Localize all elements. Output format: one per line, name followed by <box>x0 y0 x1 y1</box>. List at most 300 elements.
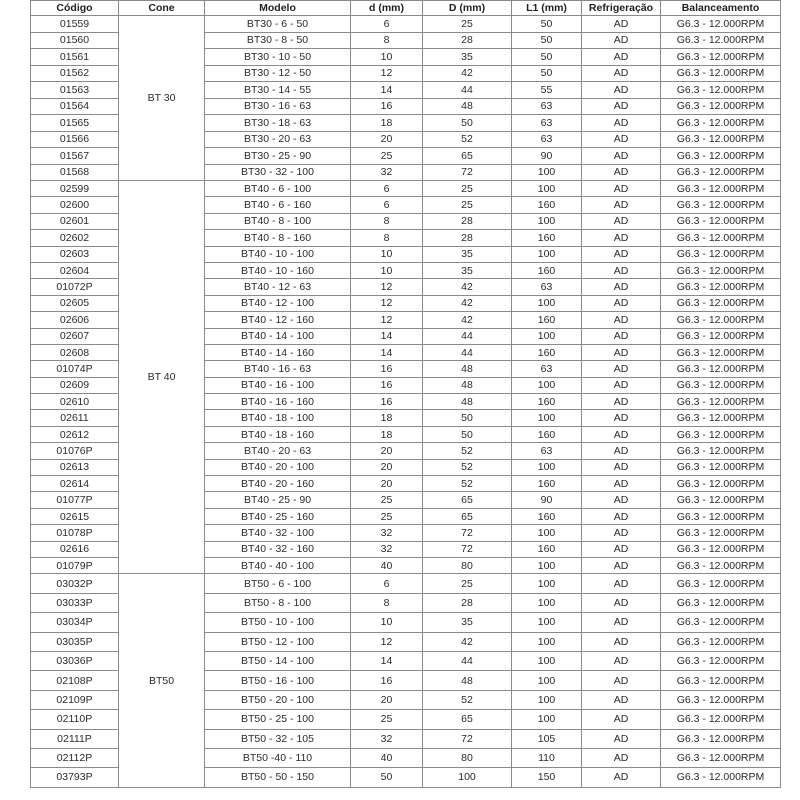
modelo-cell: BT40 - 16 - 63 <box>205 361 351 377</box>
d-cell: 12 <box>351 632 423 651</box>
d-cell: 18 <box>351 426 423 442</box>
modelo-cell: BT40 - 25 - 160 <box>205 508 351 524</box>
balanceamento-cell: G6.3 - 12.000RPM <box>661 632 781 651</box>
d-cell: 6 <box>351 574 423 593</box>
balanceamento-cell: G6.3 - 12.000RPM <box>661 213 781 229</box>
l1-cell: 50 <box>512 65 582 82</box>
l1-cell: 50 <box>512 49 582 66</box>
modelo-cell: BT40 - 6 - 160 <box>205 197 351 213</box>
balanceamento-cell: G6.3 - 12.000RPM <box>661 361 781 377</box>
big-d-cell: 50 <box>423 115 512 132</box>
modelo-cell: BT40 - 16 - 160 <box>205 394 351 410</box>
codigo-cell: 01562 <box>31 65 119 82</box>
l1-cell: 150 <box>512 768 582 787</box>
modelo-cell: BT30 - 6 - 50 <box>205 16 351 33</box>
codigo-cell: 02614 <box>31 476 119 492</box>
refrigeracao-cell: AD <box>582 492 661 508</box>
d-cell: 8 <box>351 593 423 612</box>
d-cell: 10 <box>351 262 423 278</box>
l1-cell: 110 <box>512 748 582 767</box>
modelo-cell: BT40 - 14 - 100 <box>205 328 351 344</box>
header-row <box>31 1 781 16</box>
codigo-cell: 02112P <box>31 748 119 767</box>
balanceamento-cell: G6.3 - 12.000RPM <box>661 377 781 393</box>
l1-cell: 55 <box>512 82 582 99</box>
balanceamento-cell: G6.3 - 12.000RPM <box>661 164 781 181</box>
refrigeracao-cell: AD <box>582 613 661 632</box>
balanceamento-cell: G6.3 - 12.000RPM <box>661 443 781 459</box>
big-d-cell: 42 <box>423 65 512 82</box>
balanceamento-cell: G6.3 - 12.000RPM <box>661 476 781 492</box>
modelo-cell: BT50 - 12 - 100 <box>205 632 351 651</box>
modelo-cell: BT40 - 6 - 100 <box>205 181 351 197</box>
codigo-cell: 02609 <box>31 377 119 393</box>
l1-cell: 160 <box>512 541 582 557</box>
codigo-cell: 01563 <box>31 82 119 99</box>
codigo-cell: 01564 <box>31 98 119 115</box>
big-d-cell: 65 <box>423 508 512 524</box>
big-d-cell: 65 <box>423 148 512 165</box>
modelo-cell: BT30 - 14 - 55 <box>205 82 351 99</box>
modelo-cell: BT30 - 32 - 100 <box>205 164 351 181</box>
d-cell: 12 <box>351 279 423 295</box>
d-cell: 12 <box>351 312 423 328</box>
d-cell: 32 <box>351 729 423 748</box>
d-cell: 14 <box>351 328 423 344</box>
balanceamento-cell: G6.3 - 12.000RPM <box>661 768 781 787</box>
d-cell: 25 <box>351 710 423 729</box>
big-d-cell: 52 <box>423 131 512 148</box>
modelo-cell: BT40 - 12 - 160 <box>205 312 351 328</box>
big-d-cell: 28 <box>423 32 512 49</box>
big-d-cell: 72 <box>423 729 512 748</box>
modelo-cell: BT50 - 25 - 100 <box>205 710 351 729</box>
big-d-cell: 28 <box>423 230 512 246</box>
codigo-cell: 01561 <box>31 49 119 66</box>
balanceamento-cell: G6.3 - 12.000RPM <box>661 541 781 557</box>
big-d-cell: 35 <box>423 613 512 632</box>
modelo-cell: BT30 - 8 - 50 <box>205 32 351 49</box>
modelo-cell: BT50 - 20 - 100 <box>205 690 351 709</box>
codigo-cell: 01560 <box>31 32 119 49</box>
balanceamento-cell: G6.3 - 12.000RPM <box>661 710 781 729</box>
l1-cell: 100 <box>512 651 582 670</box>
d-cell: 6 <box>351 181 423 197</box>
big-d-cell: 80 <box>423 557 512 573</box>
d-cell: 40 <box>351 748 423 767</box>
balanceamento-cell: G6.3 - 12.000RPM <box>661 426 781 442</box>
big-d-cell: 42 <box>423 632 512 651</box>
balanceamento-cell: G6.3 - 12.000RPM <box>661 613 781 632</box>
big-d-cell: 65 <box>423 710 512 729</box>
refrigeracao-cell: AD <box>582 443 661 459</box>
big-d-cell: 44 <box>423 328 512 344</box>
l1-cell: 100 <box>512 632 582 651</box>
d-cell: 18 <box>351 410 423 426</box>
l1-cell: 100 <box>512 525 582 541</box>
codigo-cell: 01077P <box>31 492 119 508</box>
refrigeracao-cell: AD <box>582 525 661 541</box>
balanceamento-cell: G6.3 - 12.000RPM <box>661 394 781 410</box>
d-cell: 16 <box>351 98 423 115</box>
l1-cell: 100 <box>512 710 582 729</box>
balanceamento-cell: G6.3 - 12.000RPM <box>661 344 781 360</box>
l1-cell: 50 <box>512 32 582 49</box>
header-refrigeracao: Refrigeração <box>582 1 661 16</box>
l1-cell: 63 <box>512 115 582 132</box>
modelo-cell: BT50 - 8 - 100 <box>205 593 351 612</box>
l1-cell: 160 <box>512 197 582 213</box>
codigo-cell: 03034P <box>31 613 119 632</box>
l1-cell: 160 <box>512 476 582 492</box>
codigo-cell: 02610 <box>31 394 119 410</box>
codigo-cell: 02599 <box>31 181 119 197</box>
l1-cell: 100 <box>512 557 582 573</box>
big-d-cell: 48 <box>423 394 512 410</box>
balanceamento-cell: G6.3 - 12.000RPM <box>661 651 781 670</box>
d-cell: 50 <box>351 768 423 787</box>
refrigeracao-cell: AD <box>582 82 661 99</box>
codigo-cell: 01072P <box>31 279 119 295</box>
modelo-cell: BT40 - 20 - 63 <box>205 443 351 459</box>
refrigeracao-cell: AD <box>582 632 661 651</box>
l1-cell: 50 <box>512 16 582 33</box>
codigo-cell: 02600 <box>31 197 119 213</box>
header-l1-mm: L1 (mm) <box>512 1 582 16</box>
modelo-cell: BT40 - 18 - 100 <box>205 410 351 426</box>
d-cell: 32 <box>351 164 423 181</box>
modelo-cell: BT40 - 8 - 160 <box>205 230 351 246</box>
balanceamento-cell: G6.3 - 12.000RPM <box>661 181 781 197</box>
l1-cell: 100 <box>512 410 582 426</box>
product-table <box>30 0 781 788</box>
modelo-cell: BT50 - 14 - 100 <box>205 651 351 670</box>
d-cell: 25 <box>351 508 423 524</box>
big-d-cell: 65 <box>423 492 512 508</box>
big-d-cell: 35 <box>423 262 512 278</box>
codigo-cell: 02616 <box>31 541 119 557</box>
d-cell: 40 <box>351 557 423 573</box>
modelo-cell: BT50 - 50 - 150 <box>205 768 351 787</box>
l1-cell: 100 <box>512 671 582 690</box>
big-d-cell: 52 <box>423 459 512 475</box>
header-balanceamento: Balanceamento <box>661 1 781 16</box>
big-d-cell: 28 <box>423 213 512 229</box>
modelo-cell: BT30 - 12 - 50 <box>205 65 351 82</box>
table-body <box>31 16 781 788</box>
codigo-cell: 03032P <box>31 574 119 593</box>
big-d-cell: 48 <box>423 361 512 377</box>
big-d-cell: 100 <box>423 768 512 787</box>
header-cone: Cone <box>119 1 205 16</box>
balanceamento-cell: G6.3 - 12.000RPM <box>661 295 781 311</box>
table-row <box>31 574 781 593</box>
codigo-cell: 02612 <box>31 426 119 442</box>
d-cell: 20 <box>351 476 423 492</box>
d-cell: 20 <box>351 131 423 148</box>
refrigeracao-cell: AD <box>582 508 661 524</box>
l1-cell: 160 <box>512 394 582 410</box>
l1-cell: 105 <box>512 729 582 748</box>
table-row <box>31 181 781 197</box>
codigo-cell: 01565 <box>31 115 119 132</box>
l1-cell: 100 <box>512 377 582 393</box>
header-d-mm: d (mm) <box>351 1 423 16</box>
balanceamento-cell: G6.3 - 12.000RPM <box>661 115 781 132</box>
big-d-cell: 25 <box>423 181 512 197</box>
big-d-cell: 42 <box>423 279 512 295</box>
balanceamento-cell: G6.3 - 12.000RPM <box>661 82 781 99</box>
balanceamento-cell: G6.3 - 12.000RPM <box>661 148 781 165</box>
codigo-cell: 02605 <box>31 295 119 311</box>
modelo-cell: BT50 - 10 - 100 <box>205 613 351 632</box>
product-table-container <box>30 0 780 788</box>
refrigeracao-cell: AD <box>582 557 661 573</box>
l1-cell: 63 <box>512 131 582 148</box>
d-cell: 14 <box>351 651 423 670</box>
d-cell: 12 <box>351 295 423 311</box>
balanceamento-cell: G6.3 - 12.000RPM <box>661 65 781 82</box>
refrigeracao-cell: AD <box>582 32 661 49</box>
balanceamento-cell: G6.3 - 12.000RPM <box>661 690 781 709</box>
modelo-cell: BT40 - 14 - 160 <box>205 344 351 360</box>
l1-cell: 63 <box>512 361 582 377</box>
d-cell: 8 <box>351 32 423 49</box>
codigo-cell: 02111P <box>31 729 119 748</box>
modelo-cell: BT30 - 10 - 50 <box>205 49 351 66</box>
codigo-cell: 03035P <box>31 632 119 651</box>
l1-cell: 160 <box>512 230 582 246</box>
d-cell: 10 <box>351 613 423 632</box>
big-d-cell: 42 <box>423 295 512 311</box>
big-d-cell: 52 <box>423 443 512 459</box>
balanceamento-cell: G6.3 - 12.000RPM <box>661 459 781 475</box>
balanceamento-cell: G6.3 - 12.000RPM <box>661 574 781 593</box>
refrigeracao-cell: AD <box>582 410 661 426</box>
d-cell: 18 <box>351 115 423 132</box>
refrigeracao-cell: AD <box>582 197 661 213</box>
header-big-d-mm: D (mm) <box>423 1 512 16</box>
codigo-cell: 01074P <box>31 361 119 377</box>
l1-cell: 100 <box>512 613 582 632</box>
refrigeracao-cell: AD <box>582 476 661 492</box>
refrigeracao-cell: AD <box>582 426 661 442</box>
modelo-cell: BT40 - 32 - 100 <box>205 525 351 541</box>
d-cell: 32 <box>351 541 423 557</box>
big-d-cell: 25 <box>423 574 512 593</box>
big-d-cell: 48 <box>423 98 512 115</box>
balanceamento-cell: G6.3 - 12.000RPM <box>661 410 781 426</box>
codigo-cell: 02611 <box>31 410 119 426</box>
l1-cell: 90 <box>512 492 582 508</box>
refrigeracao-cell: AD <box>582 16 661 33</box>
balanceamento-cell: G6.3 - 12.000RPM <box>661 230 781 246</box>
modelo-cell: BT40 - 8 - 100 <box>205 213 351 229</box>
big-d-cell: 52 <box>423 476 512 492</box>
cone-cell: BT 40 <box>119 181 205 574</box>
d-cell: 16 <box>351 394 423 410</box>
refrigeracao-cell: AD <box>582 710 661 729</box>
codigo-cell: 02604 <box>31 262 119 278</box>
modelo-cell: BT40 - 18 - 160 <box>205 426 351 442</box>
l1-cell: 100 <box>512 213 582 229</box>
modelo-cell: BT50 -40 - 110 <box>205 748 351 767</box>
refrigeracao-cell: AD <box>582 312 661 328</box>
header-modelo: Modelo <box>205 1 351 16</box>
big-d-cell: 44 <box>423 344 512 360</box>
refrigeracao-cell: AD <box>582 98 661 115</box>
big-d-cell: 50 <box>423 410 512 426</box>
refrigeracao-cell: AD <box>582 246 661 262</box>
cone-cell: BT 30 <box>119 16 205 181</box>
codigo-cell: 01567 <box>31 148 119 165</box>
refrigeracao-cell: AD <box>582 671 661 690</box>
l1-cell: 100 <box>512 181 582 197</box>
refrigeracao-cell: AD <box>582 49 661 66</box>
big-d-cell: 80 <box>423 748 512 767</box>
big-d-cell: 44 <box>423 82 512 99</box>
modelo-cell: BT40 - 10 - 160 <box>205 262 351 278</box>
d-cell: 12 <box>351 65 423 82</box>
codigo-cell: 02603 <box>31 246 119 262</box>
modelo-cell: BT40 - 25 - 90 <box>205 492 351 508</box>
big-d-cell: 48 <box>423 671 512 690</box>
d-cell: 16 <box>351 361 423 377</box>
big-d-cell: 35 <box>423 246 512 262</box>
balanceamento-cell: G6.3 - 12.000RPM <box>661 197 781 213</box>
big-d-cell: 52 <box>423 690 512 709</box>
balanceamento-cell: G6.3 - 12.000RPM <box>661 98 781 115</box>
refrigeracao-cell: AD <box>582 651 661 670</box>
l1-cell: 100 <box>512 690 582 709</box>
l1-cell: 100 <box>512 164 582 181</box>
balanceamento-cell: G6.3 - 12.000RPM <box>661 748 781 767</box>
modelo-cell: BT40 - 16 - 100 <box>205 377 351 393</box>
d-cell: 20 <box>351 459 423 475</box>
codigo-cell: 02110P <box>31 710 119 729</box>
big-d-cell: 48 <box>423 377 512 393</box>
refrigeracao-cell: AD <box>582 768 661 787</box>
l1-cell: 100 <box>512 246 582 262</box>
balanceamento-cell: G6.3 - 12.000RPM <box>661 279 781 295</box>
codigo-cell: 02606 <box>31 312 119 328</box>
modelo-cell: BT40 - 12 - 100 <box>205 295 351 311</box>
big-d-cell: 35 <box>423 49 512 66</box>
refrigeracao-cell: AD <box>582 748 661 767</box>
modelo-cell: BT30 - 20 - 63 <box>205 131 351 148</box>
balanceamento-cell: G6.3 - 12.000RPM <box>661 508 781 524</box>
modelo-cell: BT40 - 12 - 63 <box>205 279 351 295</box>
big-d-cell: 28 <box>423 593 512 612</box>
d-cell: 20 <box>351 443 423 459</box>
modelo-cell: BT30 - 16 - 63 <box>205 98 351 115</box>
refrigeracao-cell: AD <box>582 574 661 593</box>
modelo-cell: BT40 - 32 - 160 <box>205 541 351 557</box>
l1-cell: 90 <box>512 148 582 165</box>
table-row <box>31 16 781 33</box>
big-d-cell: 25 <box>423 197 512 213</box>
modelo-cell: BT50 - 6 - 100 <box>205 574 351 593</box>
big-d-cell: 72 <box>423 164 512 181</box>
d-cell: 14 <box>351 344 423 360</box>
refrigeracao-cell: AD <box>582 593 661 612</box>
big-d-cell: 25 <box>423 16 512 33</box>
d-cell: 16 <box>351 377 423 393</box>
l1-cell: 160 <box>512 426 582 442</box>
l1-cell: 160 <box>512 262 582 278</box>
modelo-cell: BT40 - 20 - 100 <box>205 459 351 475</box>
d-cell: 8 <box>351 213 423 229</box>
refrigeracao-cell: AD <box>582 115 661 132</box>
balanceamento-cell: G6.3 - 12.000RPM <box>661 312 781 328</box>
d-cell: 32 <box>351 525 423 541</box>
refrigeracao-cell: AD <box>582 459 661 475</box>
modelo-cell: BT40 - 10 - 100 <box>205 246 351 262</box>
d-cell: 10 <box>351 49 423 66</box>
big-d-cell: 42 <box>423 312 512 328</box>
balanceamento-cell: G6.3 - 12.000RPM <box>661 246 781 262</box>
codigo-cell: 01559 <box>31 16 119 33</box>
big-d-cell: 72 <box>423 525 512 541</box>
modelo-cell: BT40 - 40 - 100 <box>205 557 351 573</box>
l1-cell: 100 <box>512 328 582 344</box>
refrigeracao-cell: AD <box>582 690 661 709</box>
l1-cell: 160 <box>512 344 582 360</box>
refrigeracao-cell: AD <box>582 148 661 165</box>
refrigeracao-cell: AD <box>582 131 661 148</box>
refrigeracao-cell: AD <box>582 262 661 278</box>
refrigeracao-cell: AD <box>582 377 661 393</box>
codigo-cell: 03036P <box>31 651 119 670</box>
codigo-cell: 01076P <box>31 443 119 459</box>
big-d-cell: 50 <box>423 426 512 442</box>
l1-cell: 100 <box>512 574 582 593</box>
refrigeracao-cell: AD <box>582 65 661 82</box>
modelo-cell: BT40 - 20 - 160 <box>205 476 351 492</box>
balanceamento-cell: G6.3 - 12.000RPM <box>661 49 781 66</box>
codigo-cell: 02613 <box>31 459 119 475</box>
d-cell: 25 <box>351 492 423 508</box>
balanceamento-cell: G6.3 - 12.000RPM <box>661 593 781 612</box>
d-cell: 25 <box>351 148 423 165</box>
codigo-cell: 01079P <box>31 557 119 573</box>
codigo-cell: 01078P <box>31 525 119 541</box>
refrigeracao-cell: AD <box>582 295 661 311</box>
refrigeracao-cell: AD <box>582 729 661 748</box>
balanceamento-cell: G6.3 - 12.000RPM <box>661 328 781 344</box>
d-cell: 10 <box>351 246 423 262</box>
l1-cell: 100 <box>512 295 582 311</box>
codigo-cell: 02608 <box>31 344 119 360</box>
refrigeracao-cell: AD <box>582 213 661 229</box>
balanceamento-cell: G6.3 - 12.000RPM <box>661 729 781 748</box>
header-codigo: Código <box>31 1 119 16</box>
d-cell: 16 <box>351 671 423 690</box>
balanceamento-cell: G6.3 - 12.000RPM <box>661 131 781 148</box>
d-cell: 8 <box>351 230 423 246</box>
refrigeracao-cell: AD <box>582 394 661 410</box>
d-cell: 6 <box>351 16 423 33</box>
balanceamento-cell: G6.3 - 12.000RPM <box>661 492 781 508</box>
refrigeracao-cell: AD <box>582 541 661 557</box>
refrigeracao-cell: AD <box>582 328 661 344</box>
balanceamento-cell: G6.3 - 12.000RPM <box>661 557 781 573</box>
codigo-cell: 02607 <box>31 328 119 344</box>
modelo-cell: BT50 - 32 - 105 <box>205 729 351 748</box>
codigo-cell: 03033P <box>31 593 119 612</box>
codigo-cell: 02109P <box>31 690 119 709</box>
codigo-cell: 02601 <box>31 213 119 229</box>
